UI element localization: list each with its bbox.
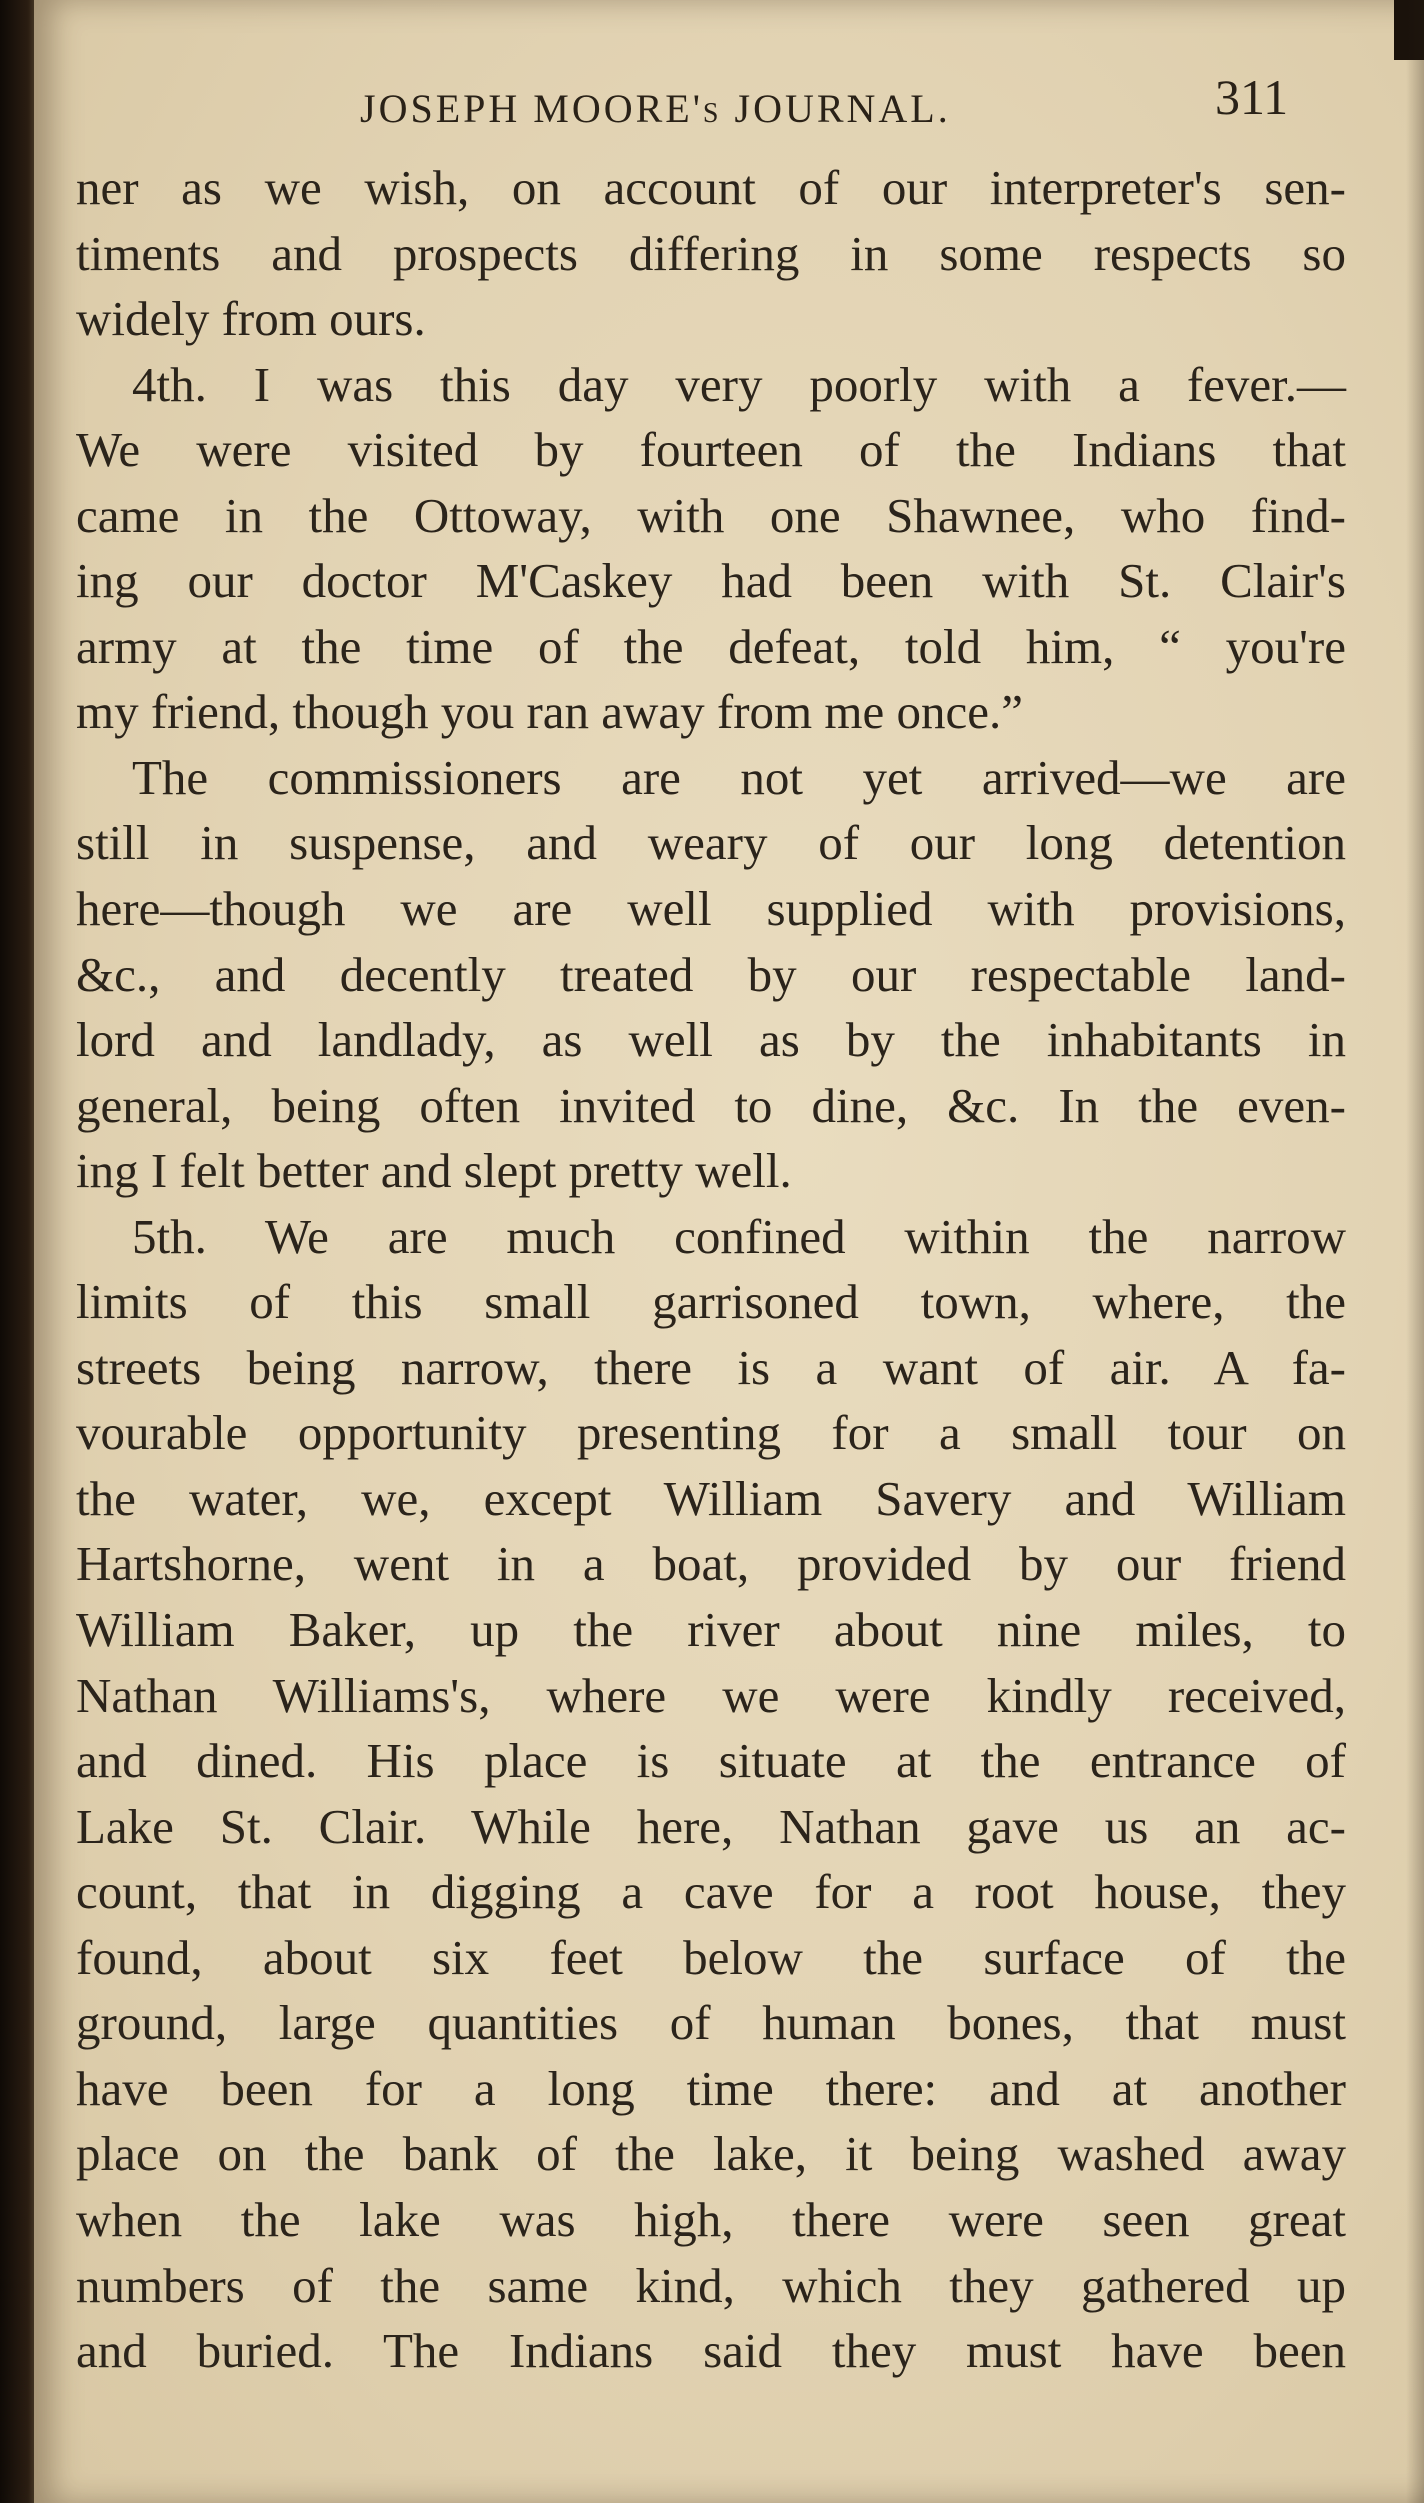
text-line: 4th. I was this day very poorly with a fever.— (132, 356, 1346, 412)
text-line: ing our doctor M'Caskey had been with St. Clair's (76, 553, 1346, 609)
text-line: and dined. His place is situate at the entrance of (76, 1733, 1346, 1789)
text-line: general, being often invited to dine, &c. In the even- (76, 1077, 1346, 1133)
text-line: vourable opportunity presenting for a small tour on (76, 1405, 1346, 1461)
text-line: numbers of the same kind, which they gathered up (76, 2257, 1346, 2313)
text-line: 5th. We are much confined within the narrow (132, 1208, 1346, 1264)
text-line: my friend, though you ran away from me once.” (76, 684, 1024, 740)
running-head-title: JOSEPH MOORE's JOURNAL. (360, 86, 951, 131)
text-line: place on the bank of the lake, it being washed away (76, 2126, 1346, 2182)
text-line: count, that in digging a cave for a root house, they (76, 1864, 1346, 1920)
text-line: the water, we, except William Savery and William (76, 1470, 1346, 1526)
page-edge-shadow (1406, 0, 1424, 2503)
text-line: Hartshorne, went in a boat, provided by our friend (76, 1536, 1346, 1592)
text-line: We were visited by fourteen of the Indians that (76, 422, 1346, 478)
text-line: limits of this small garrisoned town, where, the (76, 1274, 1346, 1330)
text-line: The commissioners are not yet arrived—we are (132, 749, 1346, 805)
text-line: ner as we wish, on account of our interpreter's sen- (76, 160, 1346, 215)
text-line: ground, large quantities of human bones, that must (76, 1995, 1346, 2051)
text-line: Lake St. Clair. While here, Nathan gave us an ac- (76, 1798, 1346, 1854)
text-line: lord and landlady, as well as by the inhabitants in (76, 1012, 1346, 1068)
text-line: widely from ours. (76, 291, 426, 347)
text-line: Nathan Williams's, where we were kindly received, (76, 1667, 1346, 1723)
text-line: &c., and decently treated by our respectable land- (76, 946, 1346, 1002)
text-line: here—though we are well supplied with provisions, (76, 881, 1346, 937)
text-line: when the lake was high, there were seen great (76, 2191, 1346, 2247)
page-number: 311 (1215, 69, 1289, 125)
text-line: army at the time of the defeat, told him, “ you're (76, 618, 1346, 674)
text-line: have been for a long time there: and at another (76, 2060, 1346, 2116)
journal-body-text (76, 155, 1346, 2384)
text-line: found, about six feet below the surface of the (76, 1929, 1346, 1985)
text-line: and buried. The Indians said they must have been (76, 2323, 1346, 2379)
text-line: came in the Ottoway, with one Shawnee, who find- (76, 487, 1346, 543)
text-line: ing I felt better and slept pretty well. (76, 1143, 792, 1199)
text-line: William Baker, up the river about nine miles, to (76, 1602, 1346, 1658)
text-line: still in suspense, and weary of our long detention (76, 815, 1346, 871)
text-line: timents and prospects differing in some respects so (76, 225, 1346, 281)
text-line: streets being narrow, there is a want of air. A fa- (76, 1339, 1346, 1395)
